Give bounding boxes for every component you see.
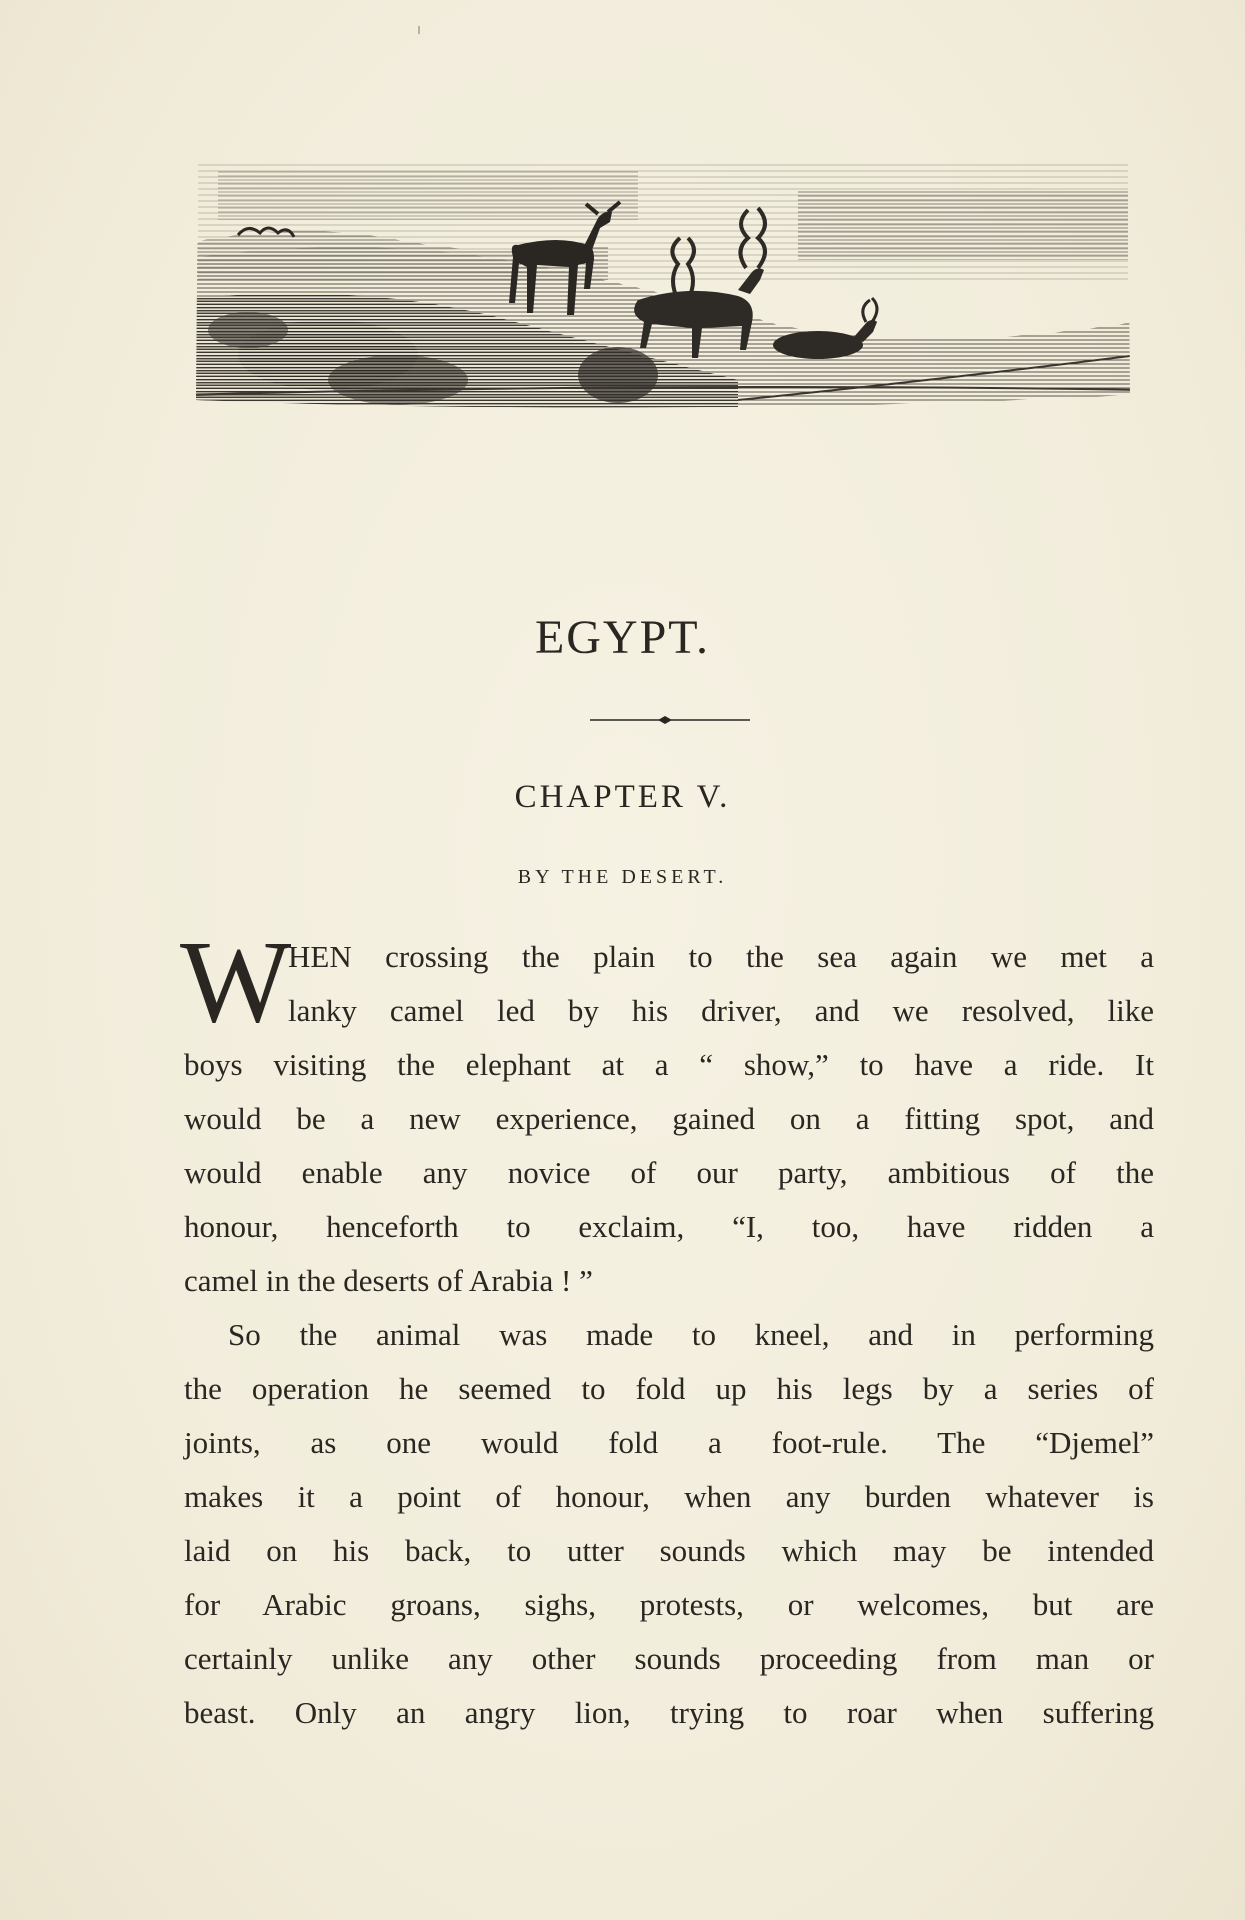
text-line: camel in the deserts of Arabia ! ” <box>184 1263 593 1298</box>
ornamental-divider-icon <box>590 714 750 726</box>
text-line: makes it a point of honour, when any burden whatever is <box>184 1479 1154 1514</box>
page-title: EGYPT. <box>534 611 711 664</box>
text-line: would enable any novice of our party, ambitious of the <box>184 1155 1154 1190</box>
text-line: lanky camel led by his driver, and we resolved, like <box>288 993 1154 1028</box>
text-line: certainly unlike any other sounds proceeding from man or <box>184 1641 1154 1676</box>
text-line: would be a new experience, gained on a fitting spot, and <box>184 1101 1154 1136</box>
text-line: honour, henceforth to exclaim, “I, too, have ridden a <box>184 1209 1154 1244</box>
desert-antelope-engraving-icon <box>178 150 1148 410</box>
text-line: laid on his back, to utter sounds which may be intended <box>184 1533 1154 1568</box>
text-line: the operation he seemed to fold up his legs by a series of <box>184 1371 1154 1406</box>
body-text <box>180 930 1154 1740</box>
text-line: boys visiting the elephant at a “ show,” to have a ride. It <box>184 1047 1154 1082</box>
text-line: So the animal was made to kneel, and in performing <box>228 1317 1154 1352</box>
text-line: HEN crossing the plain to the sea again we met a <box>288 939 1154 974</box>
text-line: for Arabic groans, sighs, protests, or welcomes, but are <box>184 1587 1154 1622</box>
chapter-heading: CHAPTER V. <box>514 779 731 815</box>
text-line: beast. Only an angry lion, trying to roar when suffering <box>184 1695 1154 1730</box>
chapter-subtitle: BY THE DESERT. <box>517 866 728 888</box>
drop-cap: W <box>180 932 292 1036</box>
text-line: joints, as one would fold a foot-rule. The “Djemel” <box>184 1425 1154 1460</box>
page-mark <box>418 26 420 34</box>
